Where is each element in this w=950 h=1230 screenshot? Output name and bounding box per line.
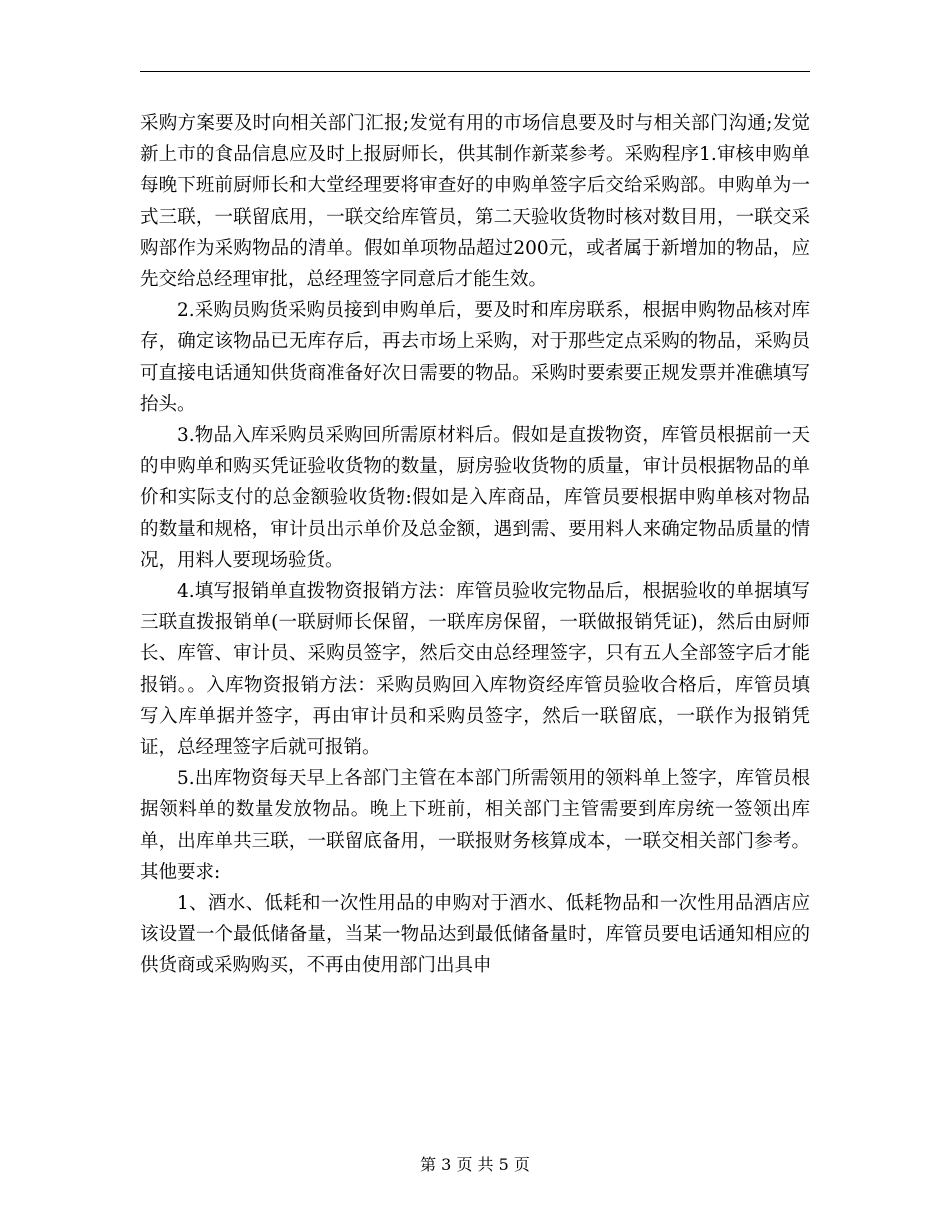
header-rule	[140, 71, 810, 72]
paragraph-5: 5.出库物资每天早上各部门主管在本部门所需领用的领料单上签字，库管员根据领料单的数量发放物品。晚上下班前，相关部门主管需要到库房统一签领出库单，出库单共三联，一联留底备用，一联报财务核算成本，一联交相关部门参考。其他要求:	[140, 768, 810, 883]
paragraph-4: 4.填写报销单直拨物资报销方法：库管员验收完物品后，根据验收的单据填写三联直拨报销单(一联厨师长保留，一联库房保留，一联做报销凭证)，然后由厨师长、库管、审计员、采购员签字，然后交由总经理签字，只有五人全部签字后才能报销。。入库物资报销方法：采购员购回入库物资经库管员验收合格后，库管员填写入库单据并签字，再由审计员和采购员签字，然后一联留底，一联作为报销凭证，总经理签字后就可报销。	[140, 581, 810, 759]
paragraph-1: 采购方案要及时向相关部门汇报;发觉有用的市场信息要及时与相关部门沟通;发觉新上市的食品信息应及时上报厨师长，供其制作新菜参考。采购程序1.审核申购单每晚下班前厨师长和大堂经理要将审查好的申购单签字后交给采购部。申购单为一式三联，一联留底用，一联交给库管员，第二天验收货物时核对数目用，一联交采购部作为采购物品的清单。假如单项物品超过200元，或者属于新增加的物品，应先交给总经理审批，总经理签字同意后才能生效。	[140, 113, 810, 291]
document-body	[140, 108, 810, 982]
page-number-footer: 第 3 页 共 5 页	[420, 1155, 530, 1174]
paragraph-6: 1、酒水、低耗和一次性用品的申购对于酒水、低耗物品和一次性用品酒店应该设置一个最低储备量，当某一物品达到最低储备量时，库管员要电话通知相应的供货商或采购购买，不再由使用部门出具申	[140, 893, 810, 977]
paragraph-3: 3.物品入库采购员采购回所需原材料后。假如是直拨物资，库管员根据前一天的申购单和购买凭证验收货物的数量，厨房验收货物的质量，审计员根据物品的单价和实际支付的总金额验收货物:假如是入库商品，库管员要根据申购单核对物品的数量和规格，审计员出示单价及总金额，遇到需、要用料人来确定物品质量的情况，用料人要现场验货。	[140, 425, 810, 571]
paragraph-2: 2.采购员购货采购员接到申购单后，要及时和库房联系，根据申购物品核对库存，确定该物品已无库存后，再去市场上采购，对于那些定点采购的物品，采购员可直接电话通知供货商准备好次日需要的物品。采购时要索要正规发票并准礁填写抬头。	[140, 300, 810, 415]
